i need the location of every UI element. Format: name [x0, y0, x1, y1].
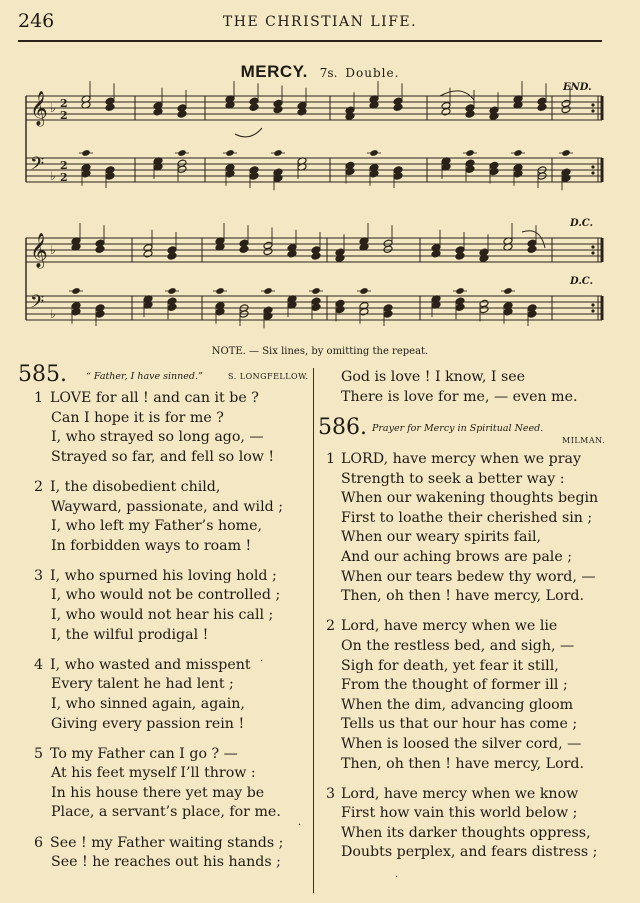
ornament-dot: · [298, 820, 302, 831]
verse-line: When our wakening thoughts begin [341, 490, 599, 507]
verse-line: I, who would not be controlled ; [51, 587, 281, 604]
verse-line: From the thought of former ill ; [341, 677, 568, 694]
verse-line: Strength to seek a better way : [341, 470, 565, 487]
verse-line: I, the wilful prodigal ! [51, 626, 209, 643]
verse-line: See ! he reaches out his hands ; [51, 854, 281, 871]
verse-line: When is loosed the silver cord, — [341, 735, 582, 752]
tune-type: Double. [345, 66, 400, 80]
verse-line: Lord, have mercy when we know [341, 785, 579, 802]
flat-sign: ♭ [50, 243, 56, 257]
verse-line: LOVE for all ! and can it be ? [50, 390, 259, 406]
repeat-dot [591, 171, 594, 174]
verse-line: I, who wasted and misspent [50, 656, 251, 673]
verse-line: I, who would not hear his call ; [51, 607, 274, 623]
bass-clef: 𝄢 [30, 292, 45, 317]
verse-line: I, the disobedient child, [50, 478, 221, 495]
verse-line: I, who strayed so long ago, — [51, 429, 264, 446]
verse-line: Tells us that our hour has come ; [341, 716, 578, 733]
verse-line: When the dim, advancing gloom [341, 696, 574, 713]
slur [440, 91, 474, 100]
tune-name: MERCY. [240, 62, 308, 81]
verse-line: Place, a servant’s place, for me. [51, 804, 281, 821]
verse-line: And our aching brows are pale ; [341, 549, 573, 565]
verse-line: Doubts perplex, and fears distress ; [341, 844, 598, 861]
verse-line: LORD, have mercy when we pray [341, 451, 581, 467]
hymn-585-title: “ Father, I have sinned.” [86, 371, 203, 382]
repeat-dot [591, 303, 594, 306]
bass-clef: 𝄢 [30, 154, 45, 179]
time-signature: 2 [60, 159, 68, 172]
hymn-586-number: 586. [318, 415, 367, 440]
verse-line: In his house there yet may be [51, 784, 265, 801]
verse-line: Lord, have mercy when we lie [341, 618, 558, 635]
verse-line: Strayed so far, and fell so low ! [51, 448, 275, 465]
music-score [0, 0, 640, 345]
verse-line: God is love ! I know, I see [341, 369, 526, 385]
verse-number: 3 [34, 567, 44, 584]
verse-line: See ! my Father waiting stands ; [50, 834, 284, 851]
repeat-dot [591, 245, 594, 248]
page-number: 246 [18, 10, 55, 32]
flat-sign: ♭ [50, 307, 56, 321]
column-divider [313, 368, 314, 893]
verse-line: Then, oh then ! have mercy, Lord. [341, 588, 585, 605]
verse-number: 4 [34, 656, 44, 673]
verse-line: Giving every passion rein ! [51, 715, 245, 732]
verse-line: Wayward, passionate, and wild ; [51, 498, 283, 515]
verse-line: Every talent he had lent ; [51, 676, 234, 693]
verse-line: When its darker thoughts oppress, [341, 824, 591, 841]
hymn-586-title: Prayer for Mercy in Spiritual Need. [372, 423, 544, 434]
dc-label-2: D.C. [570, 276, 594, 287]
verse-line: Sigh for death, yet fear it still, [341, 657, 559, 674]
verse-number: 2 [326, 618, 336, 635]
verse-line: Can I hope it is for me ? [51, 409, 224, 426]
verse-line: When our tears bedew thy word, — [341, 568, 596, 585]
time-signature: 2 [60, 97, 68, 110]
verse-number: 5 [34, 745, 44, 762]
verse-line: First to loathe their cherished sin ; [341, 509, 593, 526]
time-signature: 2 [60, 109, 68, 122]
end-label: END. [563, 82, 592, 93]
verse-line: I, who spurned his loving hold ; [50, 567, 277, 584]
verse-line: At his feet myself I’ll throw : [51, 765, 256, 782]
repeat-dot [591, 109, 594, 112]
tune-meter: 7s. [319, 66, 338, 80]
hymn-585-number: 585. [18, 362, 67, 387]
treble-clef: 𝄞 [30, 91, 48, 126]
hymn-586-author: MILMAN. [562, 436, 606, 445]
verse-line: When our weary spirits fail, [341, 529, 542, 546]
flat-sign: ♭ [50, 101, 56, 115]
running-head: THE CHRISTIAN LIFE. [222, 14, 418, 30]
verse-line: Then, oh then ! have mercy, Lord. [341, 755, 585, 772]
verse-line: On the restless bed, and sigh, — [341, 637, 575, 654]
verse-line: I, who sinned again, again, [51, 695, 245, 712]
repeat-dot [591, 103, 594, 106]
verse-line: In forbidden ways to roam ! [51, 537, 252, 554]
time-signature: 2 [60, 171, 68, 184]
verse-number: 6 [34, 834, 44, 851]
tune-note: NOTE. — Six lines, by omitting the repeat. [211, 346, 429, 357]
dc-label-1: D.C. [570, 218, 594, 229]
repeat-dot [591, 251, 594, 254]
verse-line: To my Father can I go ? — [50, 745, 238, 762]
ornament-dot: · [260, 656, 264, 667]
repeat-dot [591, 309, 594, 312]
verse-number: 2 [34, 478, 44, 495]
verse-number: 1 [326, 451, 336, 467]
repeat-dot [591, 165, 594, 168]
ornament-dot: · [395, 872, 399, 883]
verse-line: First how vain this world below ; [341, 805, 578, 822]
slur [235, 128, 262, 137]
flat-sign: ♭ [50, 169, 56, 183]
hymn-585-author: S. LONGFELLOW. [228, 372, 309, 381]
verse-number: 3 [326, 785, 336, 802]
verse-line: I, who left my Father’s home, [51, 518, 263, 535]
treble-clef: 𝄞 [30, 233, 48, 268]
verse-number: 1 [34, 390, 44, 406]
verse-line: There is love for me, — even me. [341, 388, 578, 405]
